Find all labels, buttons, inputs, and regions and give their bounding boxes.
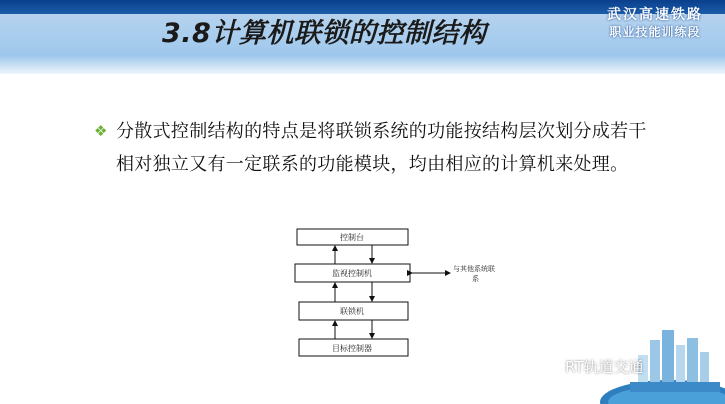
org-line-1: 武汉高速铁路 [607, 7, 703, 23]
control-structure-diagram [280, 224, 540, 364]
side-label-line2: 系 [472, 275, 479, 283]
slide-header [0, 0, 725, 74]
side-label-line1: 与其他系统联 [453, 265, 495, 273]
wechat-icon [543, 361, 561, 375]
watermark-text: RT轨道交通 [565, 358, 644, 376]
organization-logo-text [607, 6, 703, 40]
box-label-monitor-control: 监视控制机 [332, 269, 372, 278]
org-line-2: 职业技能训练段 [609, 25, 701, 39]
bullet-paragraph: 分散式控制结构的特点是将联锁系统的功能按结构层次划分成若干相对独立又有一定联系的功能模块，均由相应的计算机来处理。 [116, 121, 647, 175]
diamond-bullet-icon: ❖ [94, 122, 108, 140]
box-label-interlocking-computer: 联锁机 [340, 307, 364, 316]
slide-title: 3.8计算机联锁的控制结构 [162, 18, 487, 49]
box-label-target-controller: 目标控制器 [332, 344, 372, 353]
slide-content [96, 115, 656, 181]
watermark [543, 355, 644, 379]
box-label-control-console: 控制台 [340, 233, 364, 242]
